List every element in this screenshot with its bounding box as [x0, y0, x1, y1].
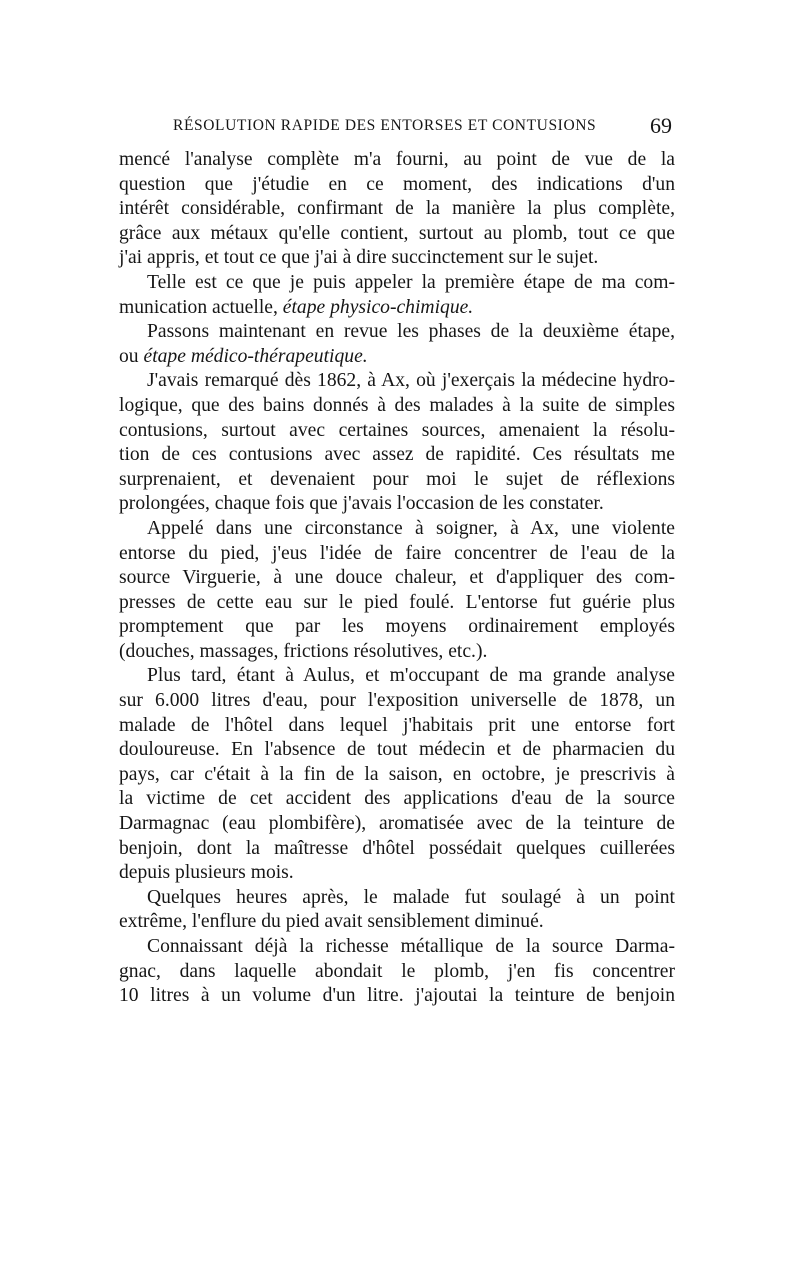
italic-term: étape médico-thérapeutique.	[143, 345, 368, 367]
text-segment: munication actuelle,	[119, 296, 278, 318]
running-head	[130, 113, 672, 143]
text-line: Darmagnac (eau plombifère), aromatisée avec de la teinture de	[119, 813, 675, 835]
text-line: 10 litres à un volume d'un litre. j'ajoutai la teinture de benjoin	[119, 985, 675, 1007]
body-text	[119, 148, 675, 1009]
text-line: extrême, l'enflure du pied avait sensiblement diminué.	[119, 911, 544, 933]
text-line: grâce aux métaux qu'elle contient, surtout au plomb, tout ce que	[119, 222, 675, 244]
text-line: la victime de cet accident des applications d'eau de la source	[119, 788, 675, 810]
running-title: RÉSOLUTION RAPIDE DES ENTORSES ET CONTUSIONS	[173, 117, 597, 134]
text-line: douloureuse. En l'absence de tout médecin et de pharmacien du	[119, 739, 675, 761]
text-line: (douches, massages, frictions résolutives, etc.).	[119, 640, 488, 662]
text-line: promptement que par les moyens ordinairement employés	[119, 616, 675, 638]
text-line: prolongées, chaque fois que j'avais l'occasion de les constater.	[119, 493, 604, 515]
page-number: 69	[650, 113, 672, 138]
text-line: presses de cette eau sur le pied foulé. L'entorse fut guérie plus	[119, 591, 675, 613]
text-segment: ou	[119, 345, 139, 367]
italic-term: étape physico-chimique.	[282, 296, 474, 318]
text-line: Quelques heures après, le malade fut soulagé à un point	[147, 886, 675, 908]
text-line: sur 6.000 litres d'eau, pour l'exposition universelle de 1878, un	[119, 690, 675, 712]
text-line	[119, 345, 675, 370]
text-line	[119, 296, 675, 321]
text-line: intérêt considérable, confirmant de la manière la plus complète,	[119, 198, 675, 220]
text-line: source Virguerie, à une douce chaleur, et d'appliquer des com-	[119, 567, 675, 589]
text-line: mencé l'analyse complète m'a fourni, au point de vue de la	[119, 149, 675, 170]
text-line: question que j'étudie en ce moment, des indications d'un	[119, 173, 675, 195]
text-line: Connaissant déjà la richesse métallique de la source Darma-	[147, 936, 675, 957]
text-line: J'avais remarqué dès 1862, à Ax, où j'exerçais la médecine hydro-	[147, 370, 675, 392]
text-line: entorse du pied, j'eus l'idée de faire concentrer de l'eau de la	[119, 542, 675, 564]
text-line: gnac, dans laquelle abondait le plomb, j'en fis concentrer	[119, 960, 675, 982]
text-line: benjoin, dont la maîtresse d'hôtel possédait quelques cuillerées	[119, 837, 675, 859]
text-line: Passons maintenant en revue les phases de la deuxième étape,	[147, 321, 675, 343]
text-line: Telle est ce que je puis appeler la première étape de ma com-	[147, 271, 675, 293]
text-line: logique, que des bains donnés à des malades à la suite de simples	[119, 394, 675, 416]
text-line: malade de l'hôtel dans lequel j'habitais prit une entorse fort	[119, 714, 675, 736]
text-line: surprenaient, et devenaient pour moi le sujet de réflexions	[119, 468, 675, 490]
text-line: pays, car c'était à la fin de la saison, en octobre, je prescrivis à	[119, 763, 675, 785]
text-line: tion de ces contusions avec assez de rapidité. Ces résultats me	[119, 444, 675, 466]
text-line: depuis plusieurs mois.	[119, 862, 294, 884]
text-line: contusions, surtout avec certaines sources, amenaient la résolu-	[119, 419, 675, 441]
text-line: Plus tard, étant à Aulus, et m'occupant de ma grande analyse	[147, 665, 675, 687]
text-line: Appelé dans une circonstance à soigner, à Ax, une violente	[147, 517, 675, 539]
text-line: j'ai appris, et tout ce que j'ai à dire succinctement sur le sujet.	[119, 247, 599, 269]
